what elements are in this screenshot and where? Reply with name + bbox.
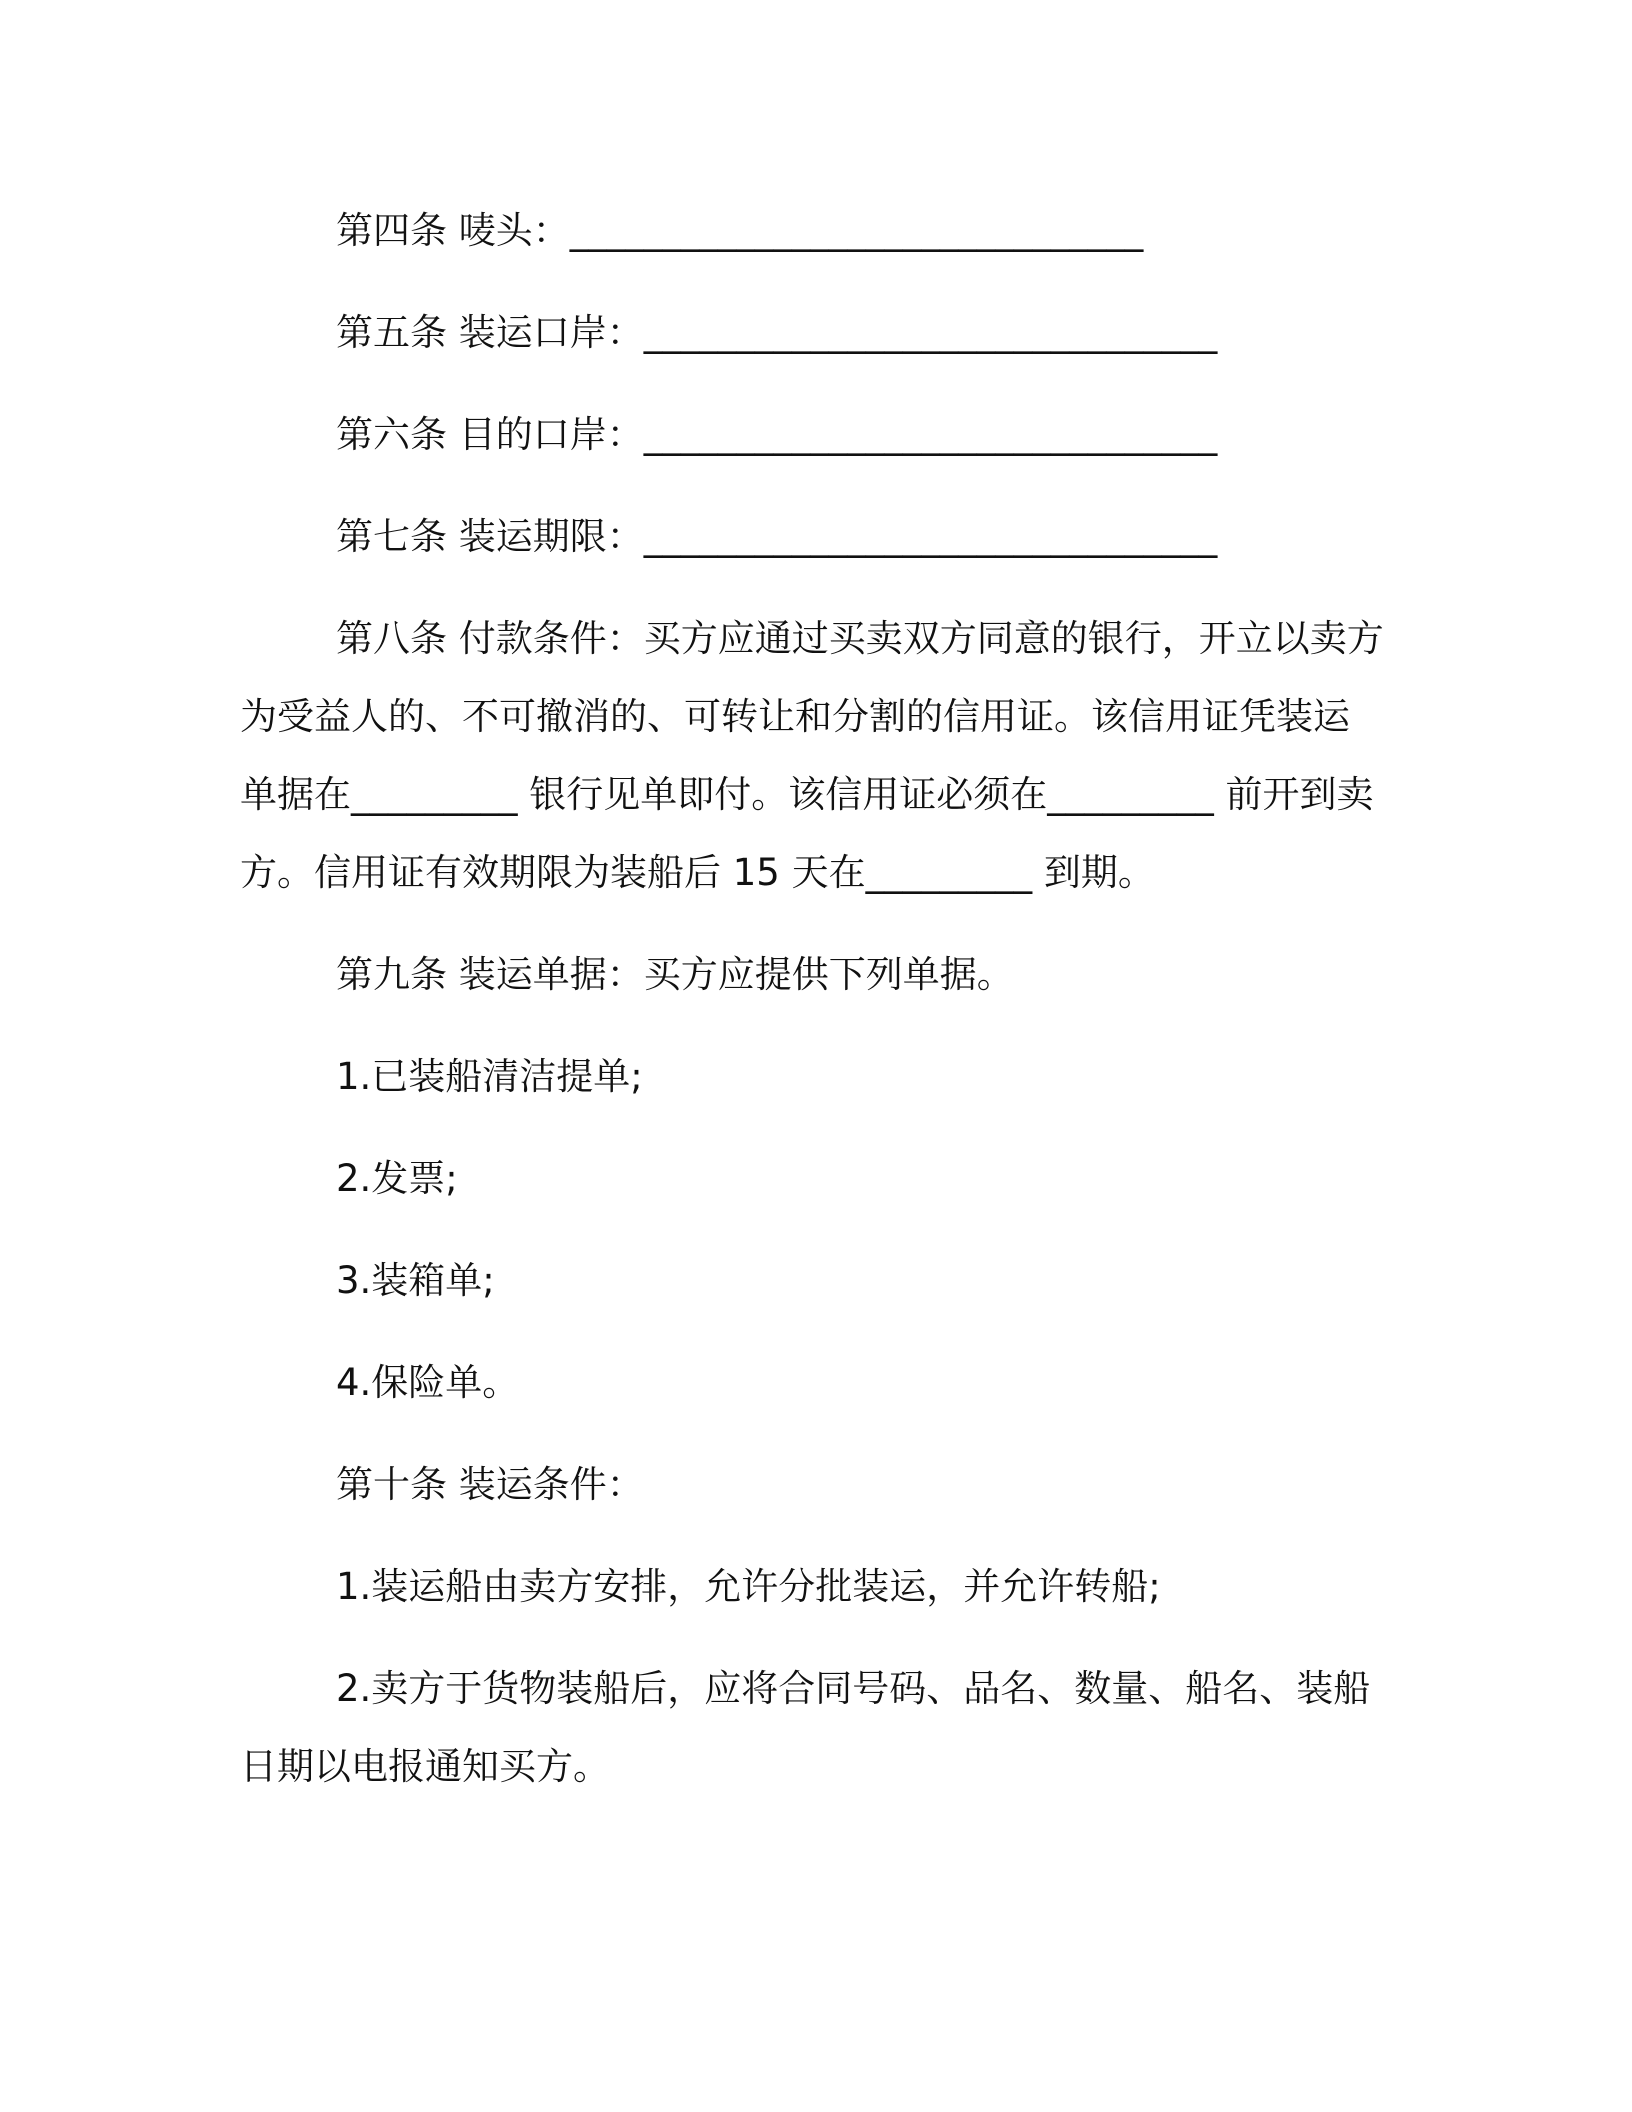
article-9-shipping-documents: 第九条 装运单据：买方应提供下列单据。 xyxy=(336,953,1014,996)
article-8-line-3: 单据在_________ 银行见单即付。该信用证必须在_________ 前开到卖 xyxy=(240,773,1374,816)
article-9-item-2: 2.发票; xyxy=(336,1157,458,1200)
article-6-destination-port: 第六条 目的口岸：_______________________________ xyxy=(336,413,1218,456)
article-10-item-2-line-1: 2.卖方于货物装船后，应将合同号码、品名、数量、船名、装船 xyxy=(336,1667,1371,1710)
article-10-shipping-conditions: 第十条 装运条件： xyxy=(336,1463,644,1506)
article-9-item-1: 1.已装船清洁提单; xyxy=(336,1055,643,1098)
article-8-line-4: 方。信用证有效期限为装船后 15 天在_________ 到期。 xyxy=(240,851,1155,894)
article-8-payment-terms xyxy=(240,600,1390,912)
article-10-item-1: 1.装运船由卖方安排，允许分批装运，并允许转船; xyxy=(336,1565,1161,1608)
article-10-item-2 xyxy=(240,1650,1390,1806)
article-4-marks: 第四条 唛头：_______________________________ xyxy=(336,209,1144,252)
article-10-item-2-line-2: 日期以电报通知买方。 xyxy=(240,1745,610,1788)
article-5-loading-port: 第五条 装运口岸：_______________________________ xyxy=(336,311,1218,354)
article-9-item-3: 3.装箱单; xyxy=(336,1259,495,1302)
article-8-line-1: 第八条 付款条件：买方应通过买卖双方同意的银行，开立以卖方 xyxy=(336,617,1384,660)
article-7-shipment-period: 第七条 装运期限：_______________________________ xyxy=(336,515,1218,558)
document-body xyxy=(240,192,1390,1830)
article-9-item-4: 4.保险单。 xyxy=(336,1361,520,1404)
article-8-line-2: 为受益人的、不可撤消的、可转让和分割的信用证。该信用证凭装运 xyxy=(240,695,1350,738)
